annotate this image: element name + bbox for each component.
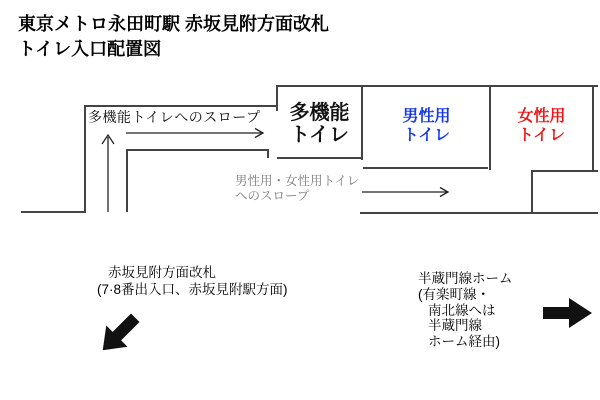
- slope-to-mens-womens-label-line-1: 男性用・女性用トイレ: [235, 174, 360, 188]
- akasaka-mitsuke-gate-label-line-1: 赤坂見附方面改札: [108, 265, 216, 280]
- hanzomon-direction-arrow: [543, 298, 592, 328]
- slope-to-mens-womens-label: [235, 174, 359, 204]
- slope-to-mens-womens-label-line-2: へのスロープ: [235, 189, 310, 203]
- bottom-right-notch-wall: [532, 171, 598, 213]
- multifunction-toilet-label-line-2: トイレ: [290, 124, 349, 146]
- hanzomon-platform-label: [418, 271, 513, 350]
- hanzomon-platform-label-line-2: (有楽町線・: [418, 286, 490, 302]
- slope-mens-womens-arrow: [362, 188, 448, 197]
- hanzomon-platform-label-line-1: 半蔵門線ホーム: [418, 271, 513, 286]
- up-arrow: [102, 135, 114, 212]
- gate-direction-arrow: [92, 307, 146, 361]
- hanzomon-platform-label-line-3: 南北線へは: [428, 302, 496, 318]
- page-title: [18, 12, 329, 62]
- page-title-line-2: トイレ入口配置図: [18, 39, 162, 59]
- slope-multifunction-arrow: [126, 129, 263, 138]
- womens-toilet-label-line-2: トイレ: [517, 127, 566, 144]
- womens-toilet-label-line-1: 女性用: [517, 108, 566, 125]
- womens-toilet-label: [490, 107, 593, 145]
- page-title-line-1: 東京メトロ永田町駅 赤坂見附方面改札: [18, 14, 329, 34]
- hanzomon-platform-label-line-5: ホーム経由): [428, 334, 500, 350]
- slope-to-multifunction-label: 多機能トイレへのスロープ: [88, 109, 261, 125]
- multifunction-toilet-label: [277, 102, 362, 146]
- akasaka-mitsuke-gate-label-line-2: (7·8番出入口、赤坂見附駅方面): [97, 281, 288, 297]
- mens-toilet-label: [363, 107, 490, 145]
- mens-toilet-label-line-2: トイレ: [402, 127, 451, 144]
- hanzomon-platform-label-line-4: 半蔵門線: [428, 318, 482, 334]
- mens-toilet-label-line-1: 男性用: [402, 108, 451, 125]
- akasaka-mitsuke-gate-label: [97, 265, 288, 298]
- multifunction-toilet-label-line-1: 多機能: [289, 102, 350, 124]
